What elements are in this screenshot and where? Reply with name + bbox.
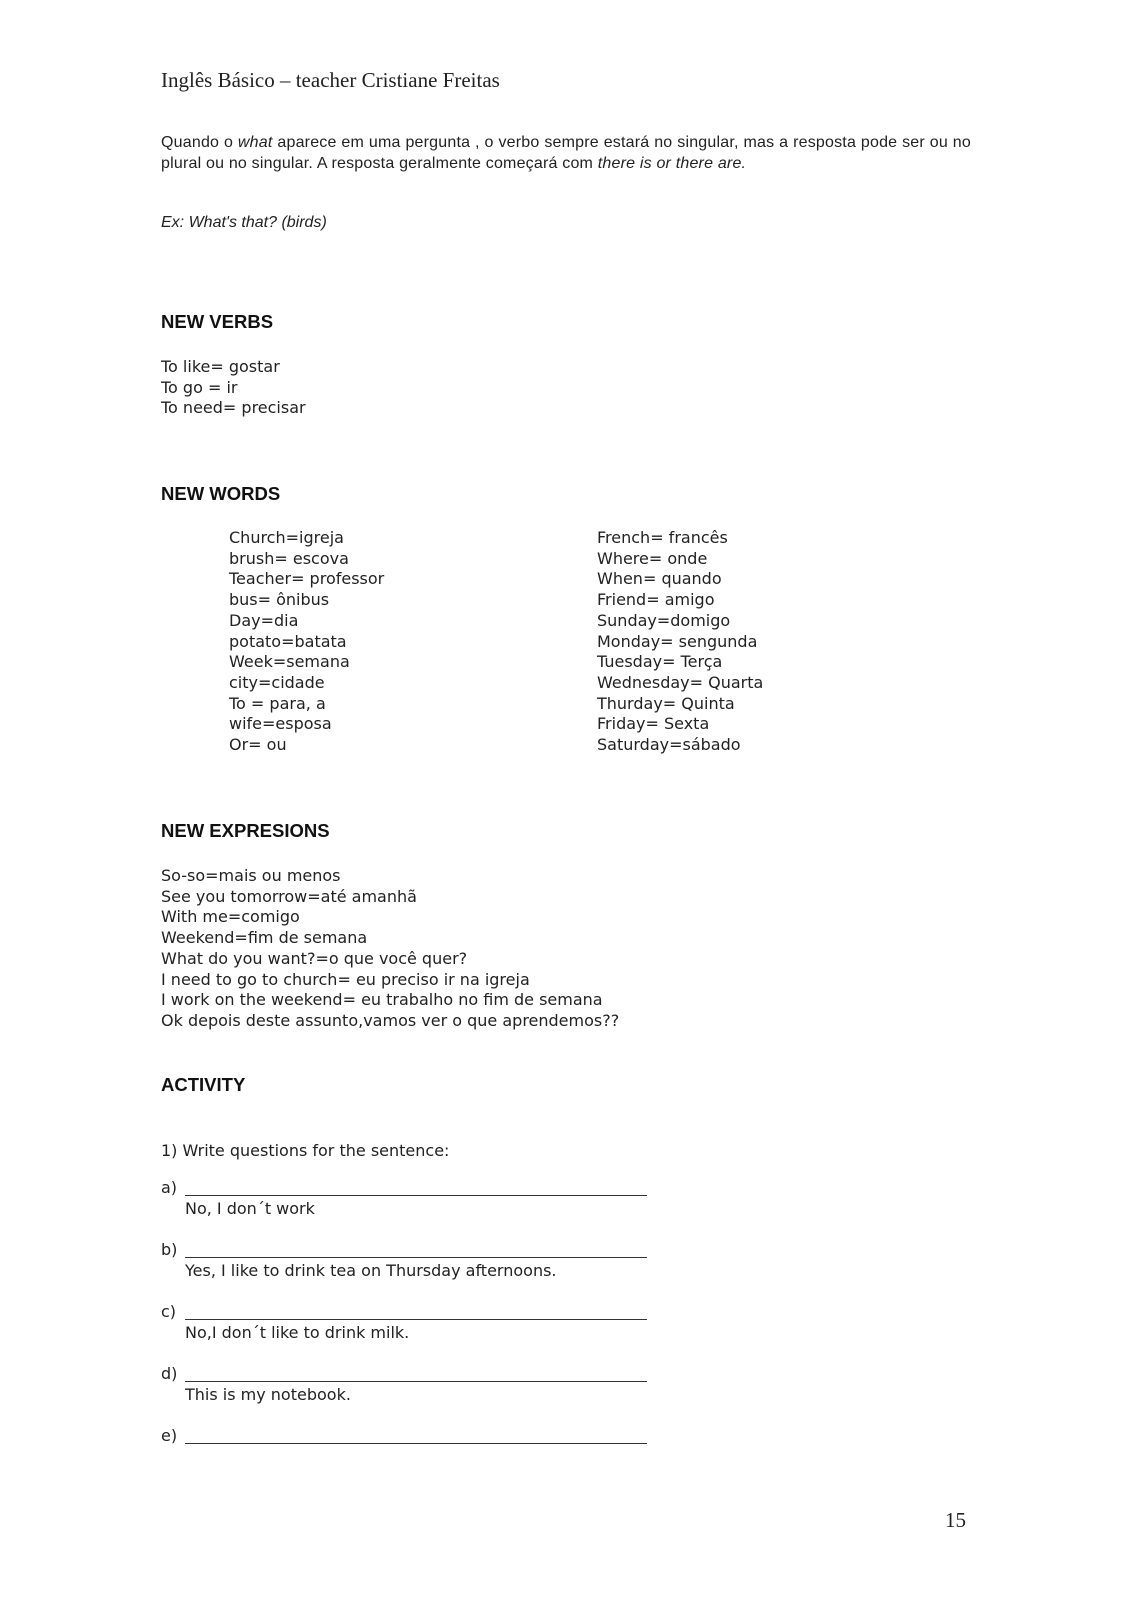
intro-paragraph xyxy=(161,133,971,174)
question-label: b) xyxy=(161,1240,178,1259)
word-item: When= quando xyxy=(597,569,722,589)
question-label: c) xyxy=(161,1302,177,1321)
word-item: potato=batata xyxy=(229,631,347,651)
word-item: Sunday=domigo xyxy=(597,610,731,630)
new-words-right-column xyxy=(597,528,763,756)
verb-item: To go = ir xyxy=(161,377,238,397)
activity-heading: ACTIVITY xyxy=(161,1074,246,1095)
word-item: To = para, a xyxy=(229,693,326,713)
new-expressions-heading: NEW EXPRESIONS xyxy=(161,820,330,841)
new-expressions-list xyxy=(161,866,619,1032)
answer-blank-line[interactable] xyxy=(185,1195,647,1196)
given-answer: This is my notebook. xyxy=(185,1385,351,1404)
word-item: Teacher= professor xyxy=(229,569,385,589)
new-verbs-list xyxy=(161,357,306,419)
expression-item: I work on the weekend= eu trabalho no fim de semana xyxy=(161,990,603,1010)
intro-text-2: aparece em uma pergunta , o verbo sempre estará no singular, mas a resposta pode ser ou no plural ou no singular. A resposta geralmente começará com xyxy=(161,134,971,172)
word-item: Wednesday= Quarta xyxy=(597,672,764,692)
answer-blank-line[interactable] xyxy=(185,1381,647,1382)
intro-italic-there: there is or there are. xyxy=(597,154,747,172)
expression-item: I need to go to church= eu preciso ir na igreja xyxy=(161,969,530,989)
answer-blank-line[interactable] xyxy=(185,1319,647,1320)
intro-text-1: Quando o xyxy=(161,134,238,151)
new-words-left-column xyxy=(229,528,384,756)
new-verbs-heading: NEW VERBS xyxy=(161,311,274,332)
intro-italic-what: what xyxy=(237,134,273,151)
word-item: Day=dia xyxy=(229,610,299,630)
word-item: brush= escova xyxy=(229,548,349,568)
word-item: Or= ou xyxy=(229,735,287,755)
expression-item: So-so=mais ou menos xyxy=(161,866,341,885)
given-answer: No,I don´t like to drink milk. xyxy=(185,1323,410,1342)
verb-item: To like= gostar xyxy=(161,357,280,376)
word-item: wife=esposa xyxy=(229,714,332,734)
word-item: Monday= sengunda xyxy=(597,631,758,651)
word-item: Week=semana xyxy=(229,652,350,672)
word-item: bus= ônibus xyxy=(229,590,330,610)
word-item: Friend= amigo xyxy=(597,590,715,610)
question-label: e) xyxy=(161,1426,178,1445)
question-label: d) xyxy=(161,1364,178,1383)
word-item: Saturday=sábado xyxy=(597,735,741,755)
word-item: Tuesday= Terça xyxy=(597,652,723,672)
page-header: Inglês Básico – teacher Cristiane Freitas xyxy=(161,68,500,92)
question-label: a) xyxy=(161,1178,178,1197)
answer-blank-line[interactable] xyxy=(185,1257,647,1258)
word-item: Where= onde xyxy=(597,548,708,568)
word-item: Thurday= Quinta xyxy=(597,693,735,713)
verb-item: To need= precisar xyxy=(161,398,306,418)
expression-item: Ok depois deste assunto,vamos ver o que aprendemos?? xyxy=(161,1010,620,1030)
activity-instruction: 1) Write questions for the sentence: xyxy=(161,1141,450,1160)
new-words-heading: NEW WORDS xyxy=(161,483,281,504)
word-item: Friday= Sexta xyxy=(597,714,710,734)
word-item: French= francês xyxy=(597,528,728,547)
word-item: Church=igreja xyxy=(229,528,344,547)
given-answer: No, I don´t work xyxy=(185,1199,315,1218)
page-number: 15 xyxy=(945,1508,966,1532)
expression-item: See you tomorrow=até amanhã xyxy=(161,886,417,906)
expression-item: With me=comigo xyxy=(161,907,300,927)
answer-blank-line[interactable] xyxy=(185,1443,647,1444)
given-answer: Yes, I like to drink tea on Thursday afternoons. xyxy=(185,1261,557,1280)
word-item: city=cidade xyxy=(229,672,325,692)
example-text: Ex: What's that? (birds) xyxy=(161,214,327,231)
expression-item: Weekend=fim de semana xyxy=(161,928,368,948)
expression-item: What do you want?=o que você quer? xyxy=(161,948,468,968)
